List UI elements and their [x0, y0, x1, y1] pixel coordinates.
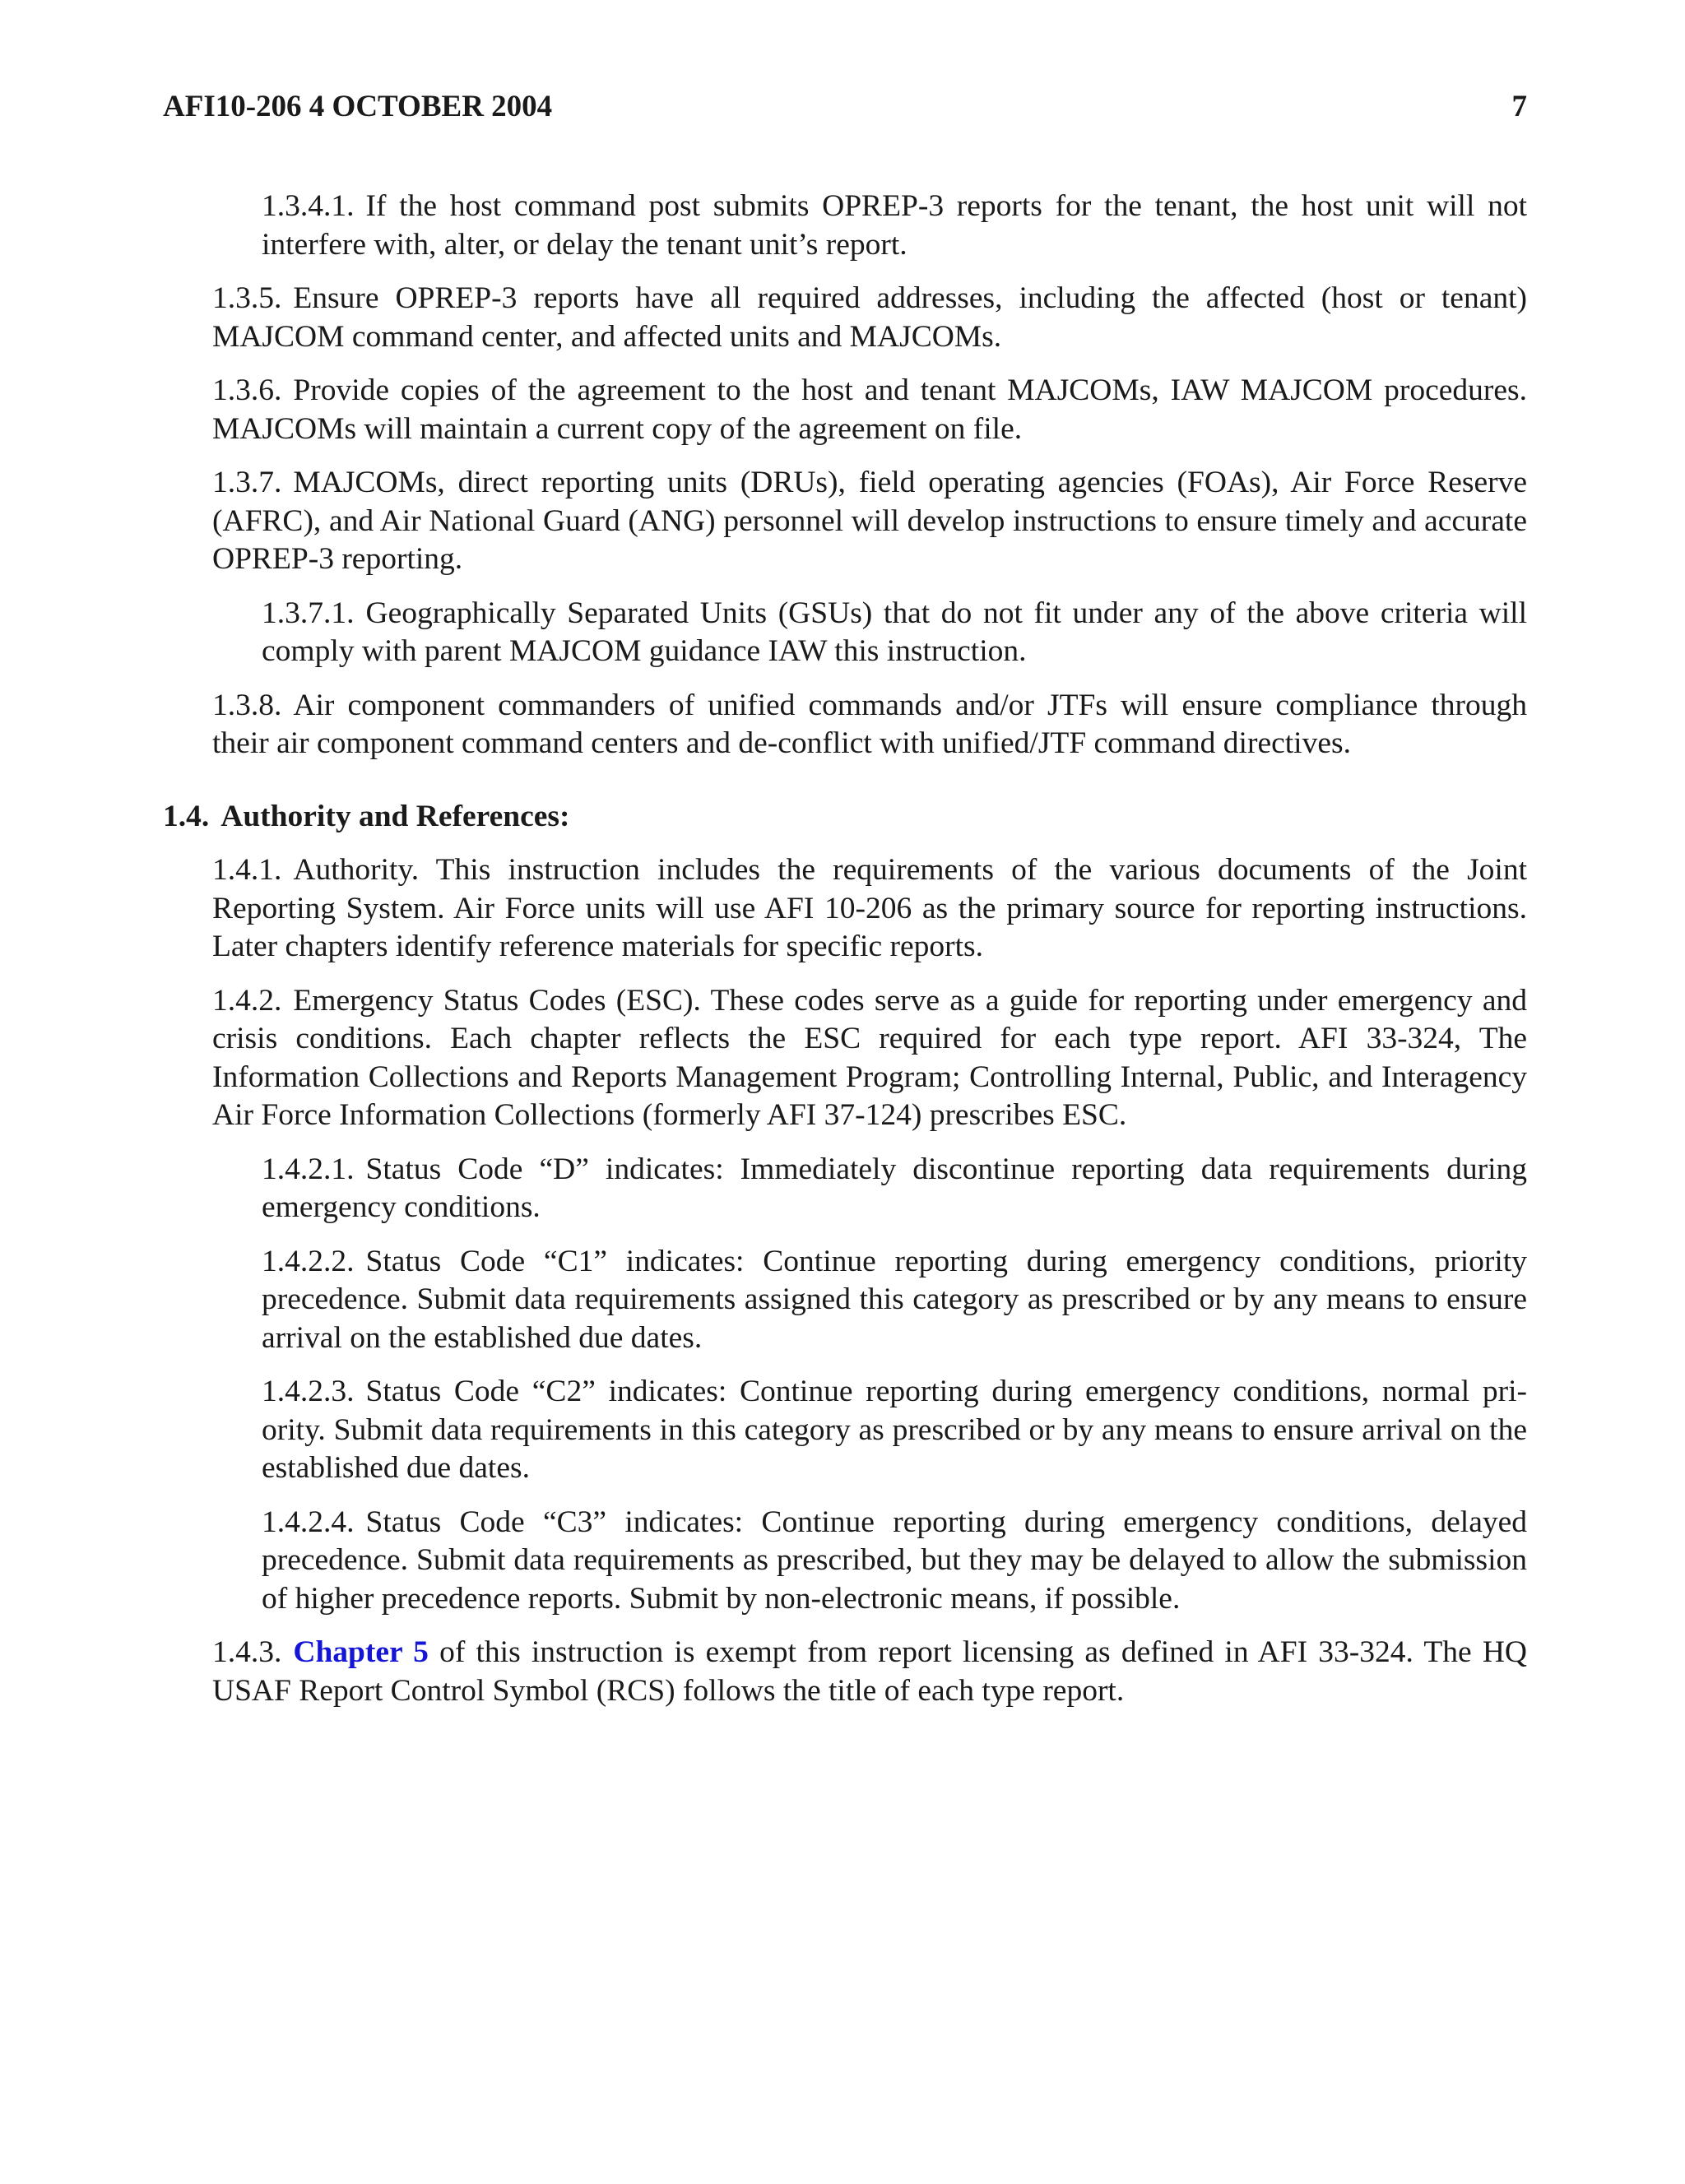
- paragraph-text: Authority. This instruction includes the requirements of the various documents of the Joint Reporting System. Air Force units will use AFI 10-206 as the primary source for reporting instructions. Later chapters identify reference materials for specific reports.: [212, 853, 1527, 963]
- paragraph-number: 1.4.2.3.: [262, 1375, 355, 1408]
- paragraph-1-4-2-2: [262, 1243, 1527, 1358]
- paragraph-1-4-1: [212, 851, 1527, 967]
- section-number: 1.4.: [163, 799, 210, 833]
- paragraph-number: 1.4.2.2.: [262, 1244, 355, 1278]
- paragraph-1-3-7-1: [262, 595, 1527, 671]
- paragraph-1-4-2-1: [262, 1151, 1527, 1227]
- paragraph-1-4-3: [212, 1634, 1527, 1710]
- paragraph-text: Status Code “D” indicates: Immediately discontinue reporting data requirements during emergency conditions.: [262, 1152, 1527, 1224]
- paragraph-number: 1.3.5.: [212, 281, 282, 315]
- document-id: AFI10-206 4 OCTOBER 2004: [163, 90, 553, 123]
- paragraph-number: 1.4.1.: [212, 853, 282, 887]
- paragraph-number: 1.3.7.: [212, 466, 282, 499]
- paragraph-number: 1.4.2.4.: [262, 1505, 355, 1539]
- section-title: Authority and References:: [220, 799, 570, 833]
- paragraph-1-3-5: [212, 280, 1527, 356]
- paragraph-1-3-4-1: [262, 188, 1527, 264]
- paragraph-text: MAJCOMs, direct reporting units (DRUs), field operating agencies (FOAs), Air Force Reserve (AFRC), and Air National Guard (ANG) personnel will develop instructions to ensure timely and accurate OPREP-3 reporting.: [212, 466, 1527, 576]
- paragraph-text: Geographically Separated Units (GSUs) that do not fit under any of the above criteria will comply with parent MAJCOM guidance IAW this instruction.: [262, 596, 1527, 668]
- page-number: 7: [1511, 90, 1527, 123]
- paragraph-1-4-2: [212, 982, 1527, 1135]
- paragraph-number: 1.3.8.: [212, 688, 282, 722]
- paragraph-number: 1.4.3.: [212, 1635, 282, 1669]
- paragraph-text: Status Code “C2” indicates: Continue reporting during emergency conditions, normal priority. Submit data requirements in this category as prescribed or by any means to ensure arrival on the established due dates.: [262, 1375, 1527, 1485]
- document-body: [163, 188, 1527, 1726]
- paragraph-number: 1.3.7.1.: [262, 596, 355, 630]
- paragraph-number: 1.4.2.1.: [262, 1152, 355, 1186]
- paragraph-text: Air component commanders of unified commands and/or JTFs will ensure compliance through their air component command centers and de-conflict with unified/JTF command directives.: [212, 688, 1527, 760]
- paragraph-text: of this instruction is exempt from report licensing as defined in AFI 33-324. The HQ USAF Report Control Symbol (RCS) follows the title of each type report.: [212, 1635, 1527, 1708]
- paragraph-text: Status Code “C3” indicates: Continue reporting during emergency conditions, delayed precedence. Submit data requirements as prescribed, but they may be delayed to allow the submission of higher precedence reports. Submit by non-electronic means, if possible.: [262, 1505, 1527, 1616]
- chapter-5-link[interactable]: Chapter 5: [293, 1635, 429, 1669]
- paragraph-text: If the host command post submits OPREP-3 reports for the tenant, the host unit will not interfere with, alter, or delay the tenant unit’s report.: [262, 189, 1527, 262]
- paragraph-1-4-2-3: [262, 1373, 1527, 1488]
- paragraph-1-4-2-4: [262, 1504, 1527, 1619]
- paragraph-1-3-8: [212, 687, 1527, 763]
- paragraph-text: Ensure OPREP-3 reports have all required addresses, including the affected (host or tenant) MAJCOM command center, and affected units and MAJCOMs.: [212, 281, 1527, 354]
- section-heading-1-4: [163, 798, 1527, 837]
- paragraph-number: 1.3.4.1.: [262, 189, 355, 223]
- paragraph-number: 1.3.6.: [212, 373, 282, 407]
- paragraph-1-3-7: [212, 464, 1527, 579]
- paragraph-text: Provide copies of the agreement to the host and tenant MAJCOMs, IAW MAJCOM procedures. MAJCOMs will maintain a current copy of the agreement on file.: [212, 373, 1527, 446]
- paragraph-number: 1.4.2.: [212, 983, 282, 1018]
- paragraph-text: Emergency Status Codes (ESC). These codes serve as a guide for reporting under emergency and crisis conditions. Each chapter reflects the ESC required for each type report. AFI 33-324, The Information Collections and Reports Management Program; Controlling Internal, Public, and Interagency Air Force Information Collections (formerly AFI 37-124) prescribes ESC.: [212, 983, 1527, 1132]
- paragraph-text: Status Code “C1” indicates: Continue reporting during emergency conditions, priority precedence. Submit data requirements assigned this category as prescribed or by any means to ensure arrival on the established due dates.: [262, 1244, 1527, 1355]
- paragraph-1-3-6: [212, 372, 1527, 448]
- page-header: [163, 89, 1527, 132]
